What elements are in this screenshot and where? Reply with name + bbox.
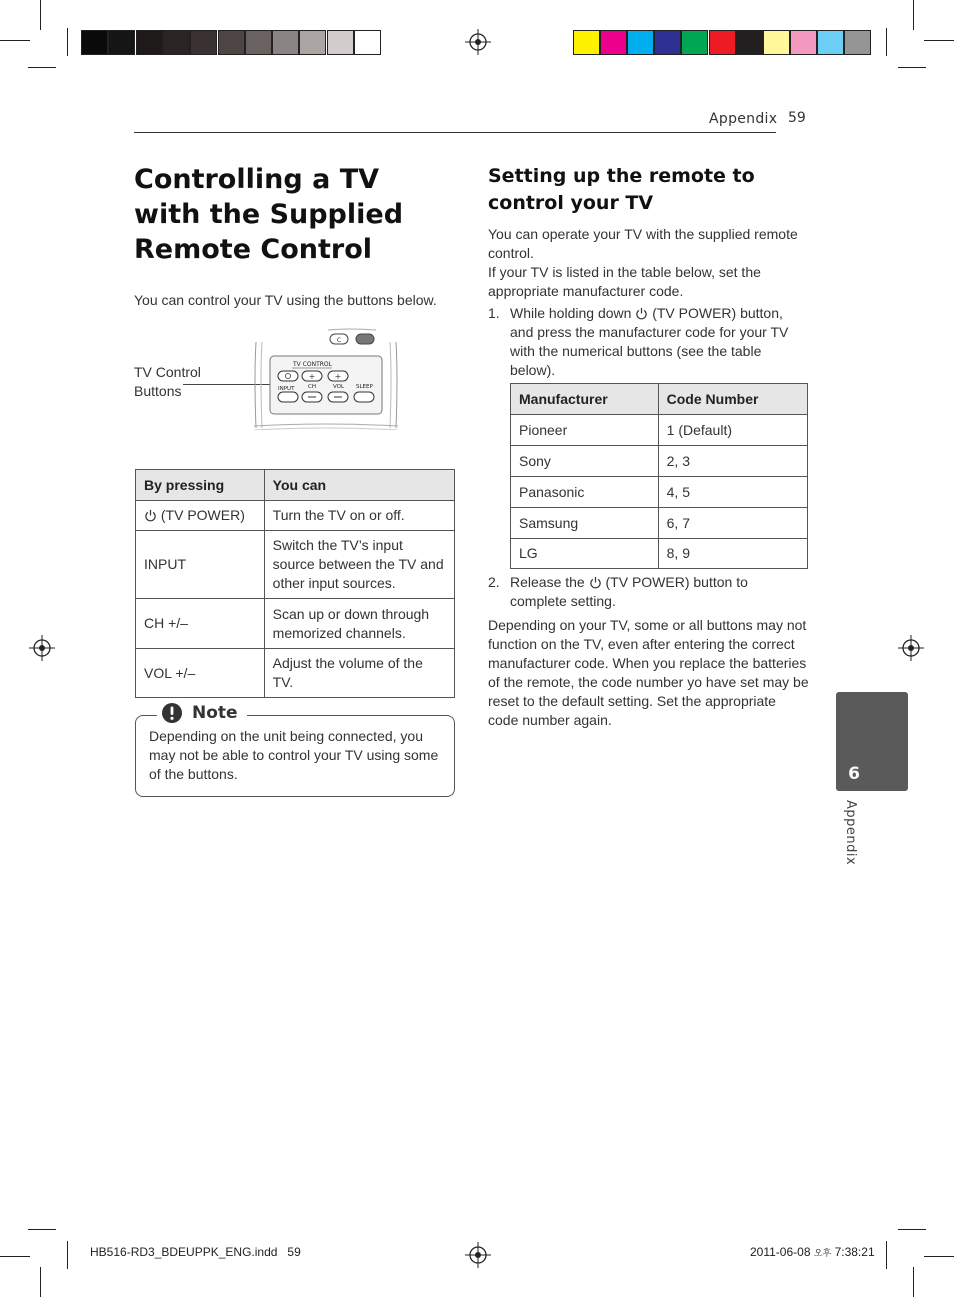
note-text: Depending on the unit being connected, you may not be able to control your TV using some of the buttons. xyxy=(149,728,439,782)
code-cell: 1 (Default) xyxy=(658,415,807,446)
gray-swatch xyxy=(299,30,326,55)
table-cell: Scan up or down through memorized channels. xyxy=(264,599,454,649)
svg-text:C: C xyxy=(336,337,342,344)
manufacturer-cell: Samsung xyxy=(511,508,659,539)
step-2-lead: Release the xyxy=(510,574,585,590)
step-2-number: 2. xyxy=(488,574,500,590)
gray-swatch xyxy=(218,30,245,55)
color-swatch xyxy=(627,30,654,55)
table-row xyxy=(511,539,808,569)
closing-paragraph: Depending on your TV, some or all buttons may not function on the TV, even after entering the correct manufacturer code. When you replace the batteries of the remote, the code number yo have set may be reset to the default setting. Set the appropriate code number again. xyxy=(488,617,809,728)
step-1-lead: While holding down xyxy=(510,305,632,321)
code-cell: 8, 9 xyxy=(658,539,807,569)
table-row xyxy=(136,649,455,698)
color-swatch xyxy=(573,30,600,55)
registration-mark-icon xyxy=(465,29,491,55)
page-title: Controlling a TV with the Supplied Remote Control xyxy=(134,164,404,265)
gray-swatch xyxy=(136,30,163,55)
gray-swatch xyxy=(272,30,299,55)
column-header: By pressing xyxy=(136,470,265,501)
note-label: Note xyxy=(192,703,238,723)
color-swatch xyxy=(600,30,627,55)
step-1-text xyxy=(510,304,808,380)
footer-time: 7:38:21 xyxy=(834,1245,875,1259)
footer-timestamp xyxy=(750,1245,875,1259)
column-header: You can xyxy=(264,470,454,501)
power-icon xyxy=(589,576,602,589)
gray-swatch xyxy=(163,30,190,55)
gray-swatch xyxy=(245,30,272,55)
color-swatch xyxy=(654,30,681,55)
section-heading: Setting up the remote to control your TV xyxy=(488,165,755,214)
table-header-row xyxy=(511,384,808,415)
color-swatch xyxy=(763,30,790,55)
callout-line-2: Buttons xyxy=(134,383,182,399)
step-1-number: 1. xyxy=(488,305,500,321)
setup-para-2: If your TV is listed in the table below, set the appropriate manufacturer code. xyxy=(488,264,761,299)
footer-time-glyph: 오후 xyxy=(813,1248,832,1258)
gray-swatch xyxy=(190,30,217,55)
chapter-label: Appendix xyxy=(843,800,858,866)
buttons-table xyxy=(135,469,455,698)
color-swatch xyxy=(790,30,817,55)
manufacturer-cell: Pioneer xyxy=(511,415,659,446)
step-2-text xyxy=(510,573,808,611)
column-header: Code Number xyxy=(658,384,807,415)
table-row xyxy=(511,446,808,477)
table-cell: INPUT xyxy=(136,531,265,599)
panel-title: TV CONTROL xyxy=(293,361,332,368)
manufacturer-code-table xyxy=(510,383,808,569)
column-header: Manufacturer xyxy=(511,384,659,415)
table-cell: Adjust the volume of the TV. xyxy=(264,649,454,698)
table-cell: CH +/– xyxy=(136,599,265,649)
callout-line-1: TV Control xyxy=(134,364,201,380)
power-icon xyxy=(635,307,648,320)
table-row xyxy=(511,415,808,446)
cell-text: (TV POWER) xyxy=(160,507,245,523)
panel-vol-label: VOL xyxy=(333,384,345,390)
step-1-rest: (TV POWER) button, and press the manufacturer code for your TV with the numerical buttons (see the table below). xyxy=(510,305,789,378)
step-2-rest: (TV POWER) button to complete setting. xyxy=(510,574,748,609)
table-cell: VOL +/– xyxy=(136,649,265,698)
exclamation-icon xyxy=(161,702,183,724)
registration-mark-icon xyxy=(29,635,55,661)
setup-para-1: You can operate your TV with the supplied remote control. xyxy=(488,226,798,261)
panel-ch-label: CH xyxy=(308,384,316,390)
table-row xyxy=(136,531,455,599)
page-number: 59 xyxy=(788,110,806,126)
intro-text: You can control your TV using the buttons below. xyxy=(134,292,437,308)
figure-callout xyxy=(134,363,201,401)
code-cell: 4, 5 xyxy=(658,477,807,508)
gray-swatch xyxy=(354,30,381,55)
gray-swatch xyxy=(81,30,108,55)
manufacturer-cell: Panasonic xyxy=(511,477,659,508)
panel-input-label: INPUT xyxy=(278,386,295,392)
remote-control-illustration xyxy=(250,326,402,430)
gray-swatch xyxy=(327,30,354,55)
svg-text:+: + xyxy=(334,372,342,381)
color-swatch xyxy=(817,30,844,55)
footer-date: 2011-06-08 xyxy=(750,1245,811,1259)
table-cell xyxy=(136,501,265,531)
code-cell: 2, 3 xyxy=(658,446,807,477)
table-row xyxy=(136,501,455,531)
svg-text:+: + xyxy=(308,372,316,381)
setup-intro xyxy=(488,225,808,301)
color-swatch xyxy=(709,30,736,55)
header-rule xyxy=(134,132,776,133)
code-cell: 6, 7 xyxy=(658,508,807,539)
table-row xyxy=(511,477,808,508)
running-header-section: Appendix xyxy=(709,111,778,127)
color-swatch xyxy=(736,30,763,55)
color-swatch xyxy=(681,30,708,55)
color-swatch xyxy=(844,30,871,55)
chapter-number: 6 xyxy=(848,764,860,784)
footer-file: HB516-RD3_BDEUPPK_ENG.indd 59 xyxy=(90,1245,301,1259)
manufacturer-cell: Sony xyxy=(511,446,659,477)
table-row xyxy=(511,508,808,539)
table-header-row xyxy=(136,470,455,501)
panel-sleep-label: SLEEP xyxy=(356,384,373,390)
registration-mark-icon xyxy=(465,1242,491,1268)
manufacturer-cell: LG xyxy=(511,539,659,569)
power-icon xyxy=(144,509,157,522)
gray-swatch xyxy=(108,30,135,55)
table-cell: Switch the TV’s input source between the TV and other input sources. xyxy=(264,531,454,599)
registration-mark-icon xyxy=(898,635,924,661)
table-row xyxy=(136,599,455,649)
table-cell: Turn the TV on or off. xyxy=(264,501,454,531)
